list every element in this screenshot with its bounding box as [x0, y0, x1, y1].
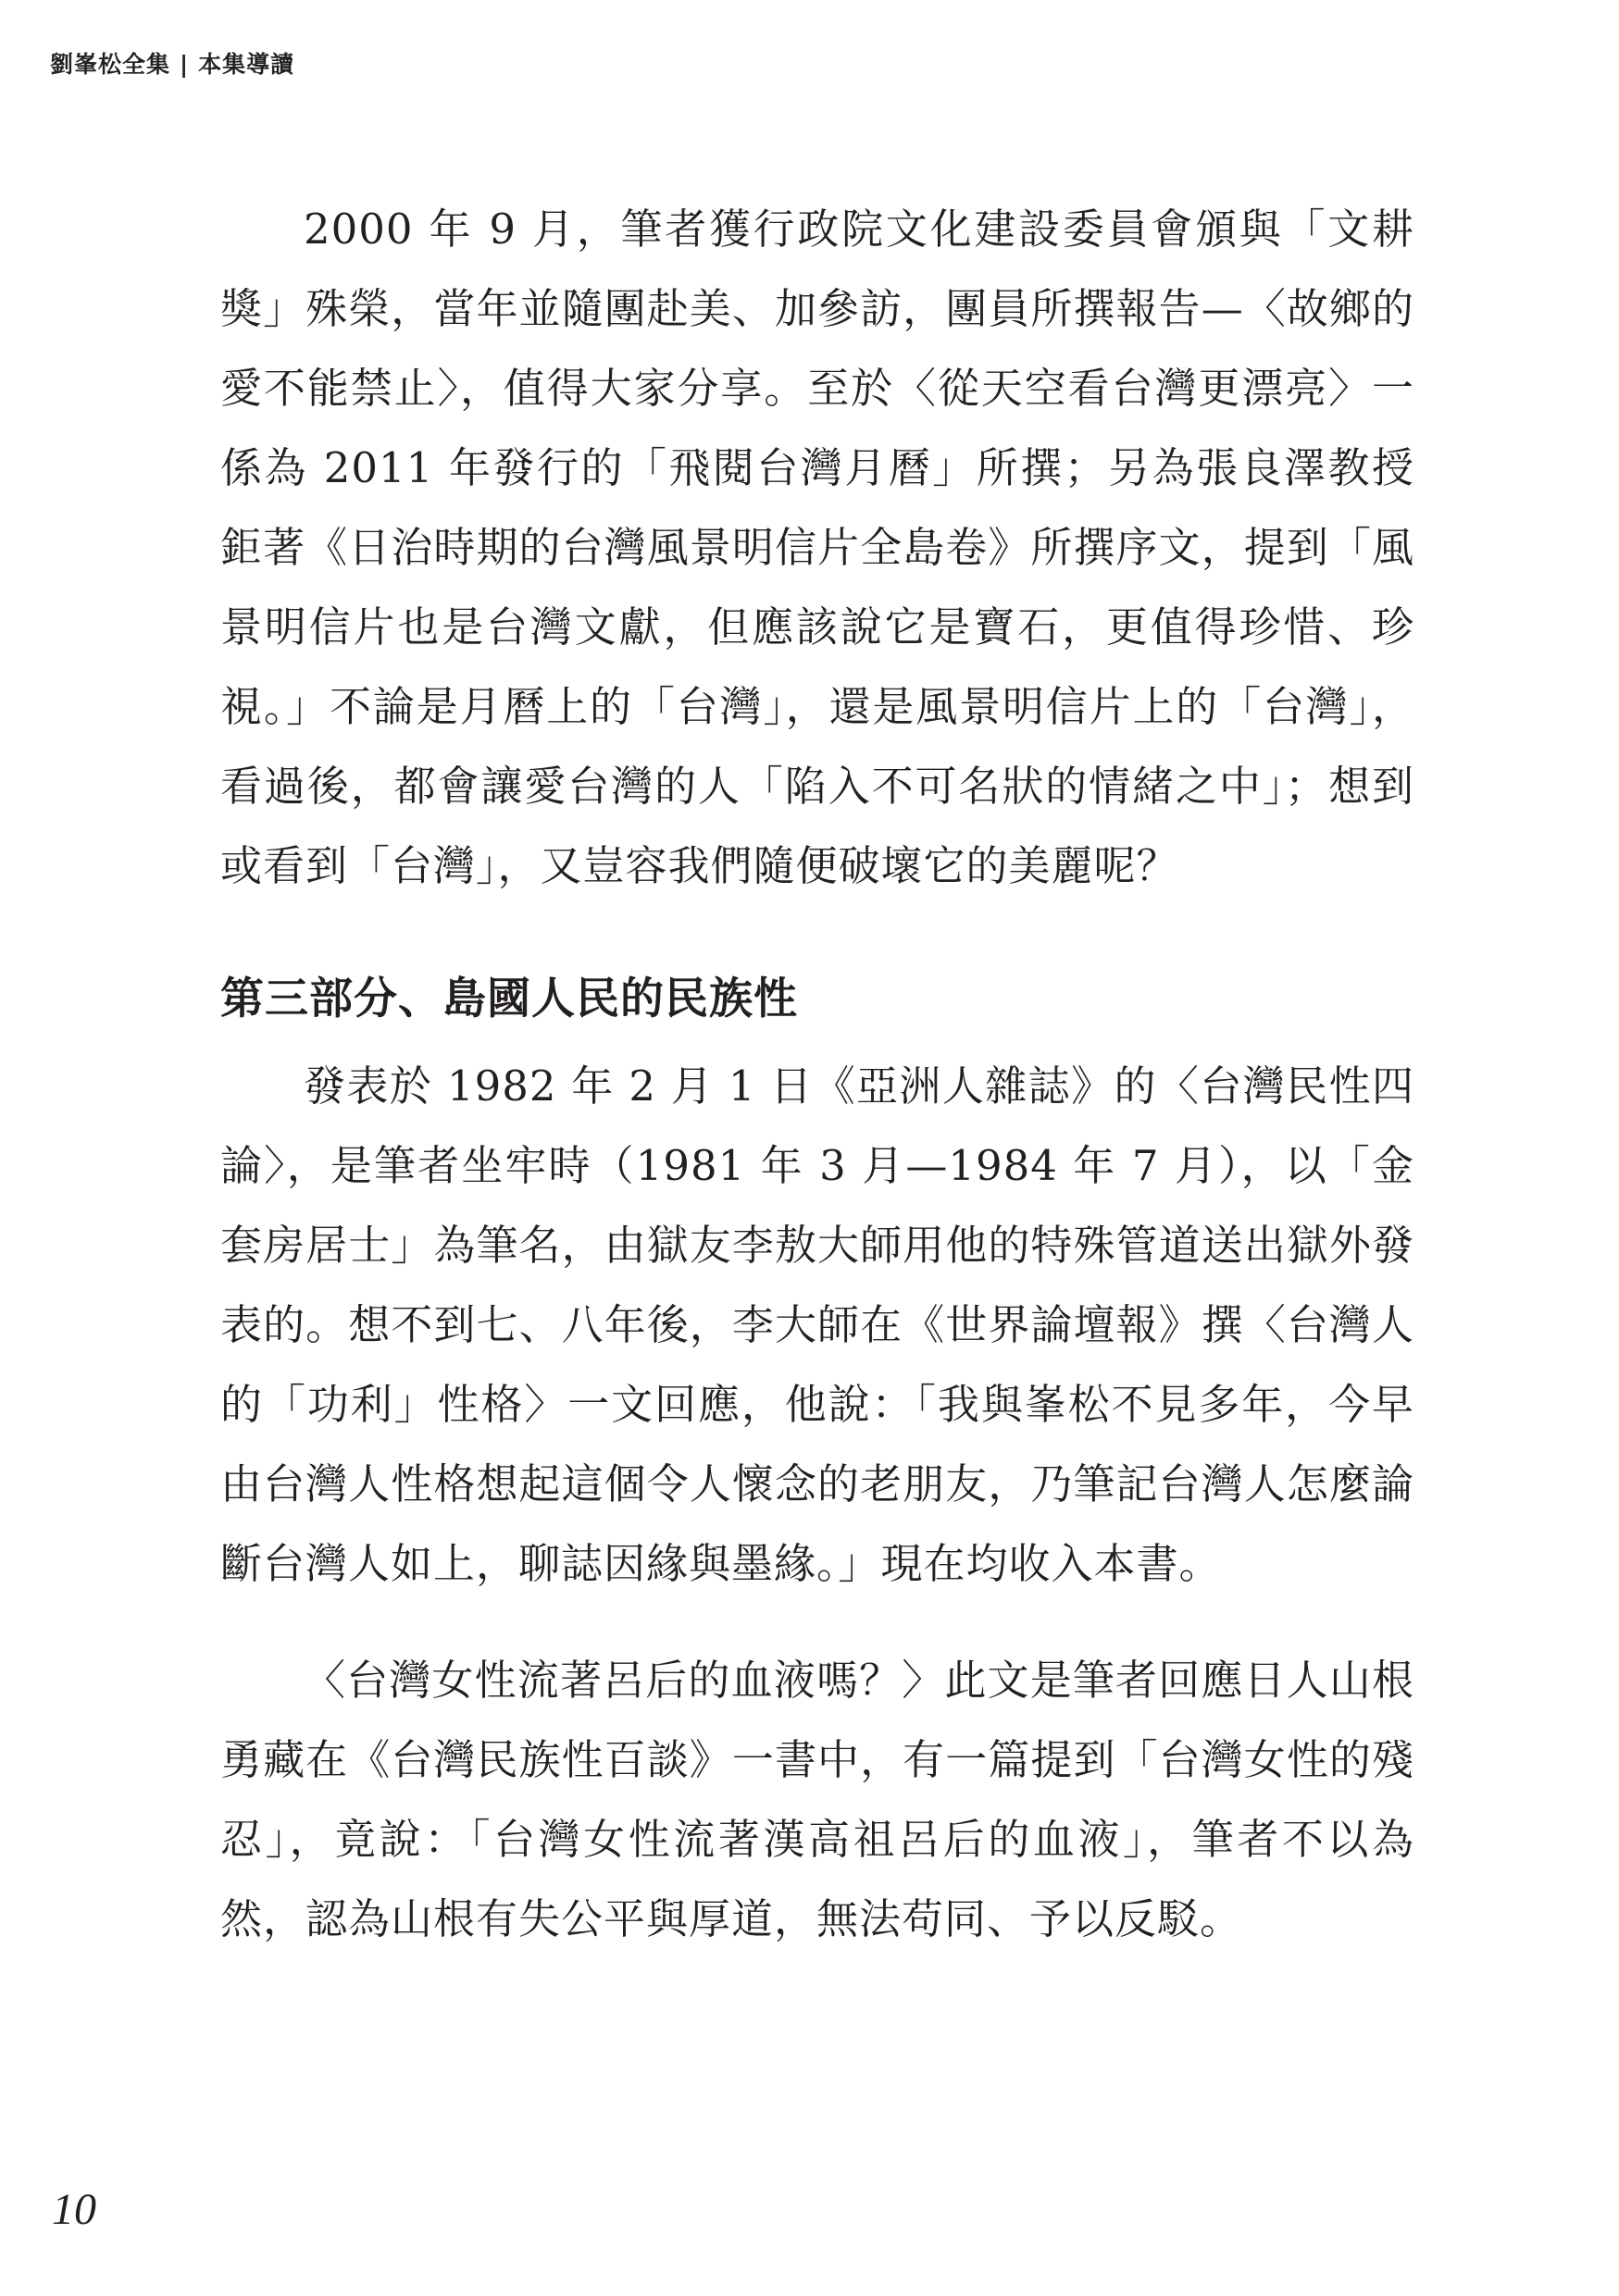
running-header: [50, 46, 294, 80]
book-title: 劉峯松全集: [50, 51, 171, 78]
section-heading-block: [220, 958, 1414, 1041]
intro-paragraph: 2000 年 9 月，筆者獲行政院文化建設委員會頒與「文耕獎」殊榮，當年並隨團赴美、加參訪，團員所撰報告—〈故鄉的愛不能禁止〉，值得大家分享。至於〈從天空看台灣更漂亮〉一係為 2011 年發行的「飛閱台灣月曆」所撰；另為張良澤教授鉅著《日治時期的台灣風景明信片全島卷》所撰序文，提到「風景明信片也是台灣文獻，但應該說它是寶石，更值得珍惜、珍視。」不論是月曆上的「台灣」，還是風景明信片上的「台灣」，看過後，都會讓愛台灣的人「陷入不可名狀的情緒之中」；想到或看到「台灣」，又豈容我們隨便破壞它的美麗呢？: [220, 205, 1414, 890]
page-body: [220, 190, 1414, 1959]
section-heading: 第三部分、島國人民的民族性: [220, 974, 798, 1024]
chapter-title: 本集導讀: [198, 51, 295, 78]
section-paragraph-1: 發表於 1982 年 2 月 1 日《亞洲人雜誌》的〈台灣民性四論〉，是筆者坐牢時（1981 年 3 月—1984 年 7 月），以「金套房居士」為筆名，由獄友李敖大師用他的特殊管道送出獄外發表的。想不到七、八年後，李大師在《世界論壇報》撰〈台灣人的「功利」性格〉一文回應，他說：「我與峯松不見多年，今早由台灣人性格想起這個令人懷念的老朋友，乃筆記台灣人怎麼論斷台灣人如上，聊誌因緣與墨緣。」現在均收入本書。: [220, 1061, 1414, 1588]
section-paragraph-2: 〈台灣女性流著呂后的血液嗎？〉此文是筆者回應日人山根勇藏在《台灣民族性百談》一書中，有一篇提到「台灣女性的殘忍」，竟說：「台灣女性流著漢高祖呂后的血液」，筆者不以為然，認為山根有失公平與厚道，無法苟同、予以反駁。: [220, 1656, 1414, 1943]
page-number: 10: [52, 2185, 96, 2234]
header-separator: |: [180, 51, 190, 78]
